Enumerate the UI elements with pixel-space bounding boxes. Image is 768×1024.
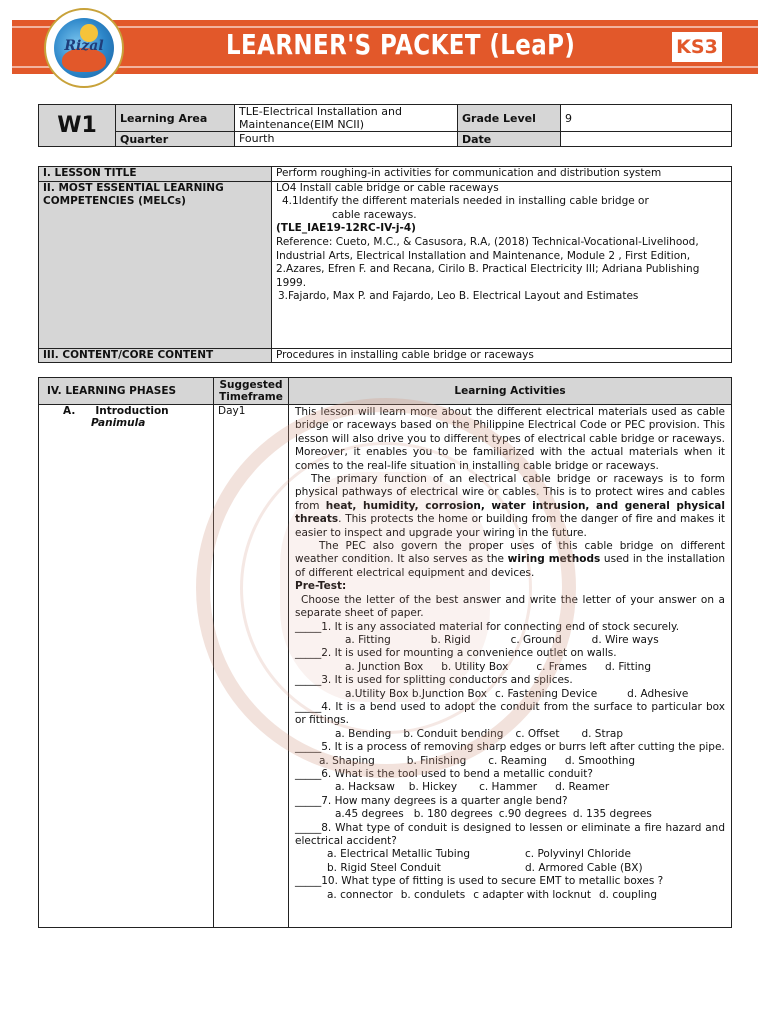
question-8-options-row2: b. Rigid Steel Conduit d. Armored Cable (BX) <box>327 861 643 874</box>
question-6-options: a. Hacksaw b. Hickey c. Hammer d. Reamer <box>335 781 610 794</box>
activities-col-header: Learning Activities <box>289 378 732 405</box>
week-cell: W1 <box>39 105 116 147</box>
question-7: _____7. How many degrees is a quarter angle bend? <box>295 794 568 807</box>
seal-emblem <box>54 18 114 78</box>
question-3: _____3. It is used for splitting conductors and splices. <box>295 674 573 687</box>
timeframe-col-header: Suggested Timeframe <box>214 378 289 405</box>
key-stage-badge: KS3 <box>672 32 722 62</box>
activities-cell <box>289 405 732 928</box>
question-6: _____6. What is the tool used to bend a metallic conduit? <box>295 767 593 780</box>
question-5-options: a. Shaping b. Finishing c. Reaming d. Smoothing <box>319 754 635 767</box>
date-value <box>561 132 732 147</box>
question-10: _____10. What type of fitting is used to secure EMT to metallic boxes ? <box>295 875 664 888</box>
question-3-options: a.Utility Box b.Junction Box c. Fastening Device d. Adhesive <box>345 687 689 700</box>
quarter-label: Quarter <box>116 132 235 147</box>
seal-script-text: Rizal <box>64 38 104 54</box>
timeframe-cell: Day1 <box>214 405 289 928</box>
threats-emphasis: heat, humidity, corrosion, water intrusion, and general physical threats <box>295 499 725 526</box>
melc-code: (TLE_IAE19-12RC-IV-j-4) <box>276 222 416 235</box>
pec-paragraph: The PEC also govern the proper uses of this cable bridge on different weather condition. It also serves as the wiring methods used in the installation of different electrical equipment and devices. <box>295 540 725 579</box>
question-4: _____4. It is a bend used to adopt the conduit from the surface to particular box or fittings. <box>295 700 725 727</box>
question-7-options: a.45 degrees b. 180 degrees c.90 degrees d. 135 degrees <box>335 808 652 821</box>
intro-paragraph: This lesson will learn more about the different electrical materials used as cable bridge or raceways based on the Philippine Electrical Code or PEC provision. This lesson will also drive you to different types of electrical cable bridge or raceways. Moreover, it enables you to be familiarized with the actual materials when it comes to the real-life situation in installing cable bridge or raceways. <box>295 406 725 472</box>
phases-col-header: IV. LEARNING PHASES <box>39 378 214 405</box>
banner-stripe-bottom <box>12 66 758 68</box>
melc-line: 4.1Identify the different materials needed in installing cable bridge or <box>282 195 649 208</box>
pretest-label: Pre-Test: <box>295 580 347 593</box>
melc-content <box>272 181 732 348</box>
melc-line: cable raceways. <box>332 208 417 221</box>
content-label: III. CONTENT/CORE CONTENT <box>39 348 272 363</box>
melc-line: LO4 Install cable bridge or cable raceways <box>276 181 499 194</box>
phase-letter: A. <box>63 405 76 417</box>
phase-cell <box>39 405 214 928</box>
question-8: _____8. What type of conduit is designed to lessen or eliminate a fire hazard and electrical accident? <box>295 821 725 847</box>
question-4-options: a. Bending b. Conduit bending c. Offset d. Strap <box>335 727 624 740</box>
wiring-methods-emphasis: wiring methods <box>507 553 601 566</box>
date-label: Date <box>458 132 561 147</box>
grade-level-value: 9 <box>561 105 732 132</box>
question-1: _____1. It is any associated material for connecting end of stock securely. <box>295 620 680 633</box>
learning-area-label: Learning Area <box>116 105 235 132</box>
info-table <box>38 104 732 147</box>
melc-reference: 3.Fajardo, Max P. and Fajardo, Leo B. Electrical Layout and Estimates <box>278 290 639 303</box>
grade-level-label: Grade Level <box>458 105 561 132</box>
lesson-table <box>38 166 732 363</box>
packet-title: LEARNER'S PACKET (LeaP) <box>226 28 576 61</box>
phase-title: Introduction <box>95 405 169 417</box>
question-5: _____5. It is a process of removing sharp edges or burrs left after cutting the pipe. <box>295 741 725 754</box>
question-8-options-row1: a. Electrical Metallic Tubing c. Polyvinyl Chloride <box>327 848 631 861</box>
question-2: _____2. It is used for mounting a convenience outlet on walls. <box>295 647 617 660</box>
melc-reference: Reference: Cueto, M.C., & Casusora, R.A, (2018) Technical-Vocational-Livelihood, Industrial Arts, Electrical Installation and Maintenance, Module 2 , First Edition, <box>276 235 699 262</box>
question-1-options: a. Fitting b. Rigid c. Ground d. Wire ways <box>345 633 659 646</box>
melc-label: II. MOST ESSENTIAL LEARNING COMPETENCIES (MELCs) <box>39 181 272 348</box>
function-paragraph: The primary function of an electrical cable bridge or raceways is to form physical pathways of electrical wire or cables. This is to protect wires and cables from heat, humidity, corrosion, water intrusion, and general physical threats. This protects the home or building from the danger of fire and makes it easier to inspect and upgrade your wiring in the future. <box>295 473 725 539</box>
quarter-value: Fourth <box>235 132 458 147</box>
pretest-instruction: Choose the letter of the best answer and write the letter of your answer on a separate sheet of paper. <box>295 593 725 620</box>
learning-phases-table <box>38 377 732 928</box>
question-10-options: a. connector b. condulets c adapter with locknut d. coupling <box>327 888 657 901</box>
phase-name <box>63 405 209 417</box>
phase-subtitle: Panimula <box>91 417 146 429</box>
lesson-title-value: Perform roughing-in activities for communication and distribution system <box>272 167 732 182</box>
content-value: Procedures in installing cable bridge or raceways <box>272 348 732 363</box>
learning-area-value: TLE-Electrical Installation and Maintenance(EIM NCII) <box>235 105 458 132</box>
question-2-options: a. Junction Box b. Utility Box c. Frames d. Fitting <box>345 660 652 673</box>
lesson-title-label: I. LESSON TITLE <box>39 167 272 182</box>
division-seal-logo <box>44 8 124 88</box>
melc-reference: 2.Azares, Efren F. and Recana, Cirilo B. Practical Electricity III; Adriana Publishing 1999. <box>276 263 700 289</box>
